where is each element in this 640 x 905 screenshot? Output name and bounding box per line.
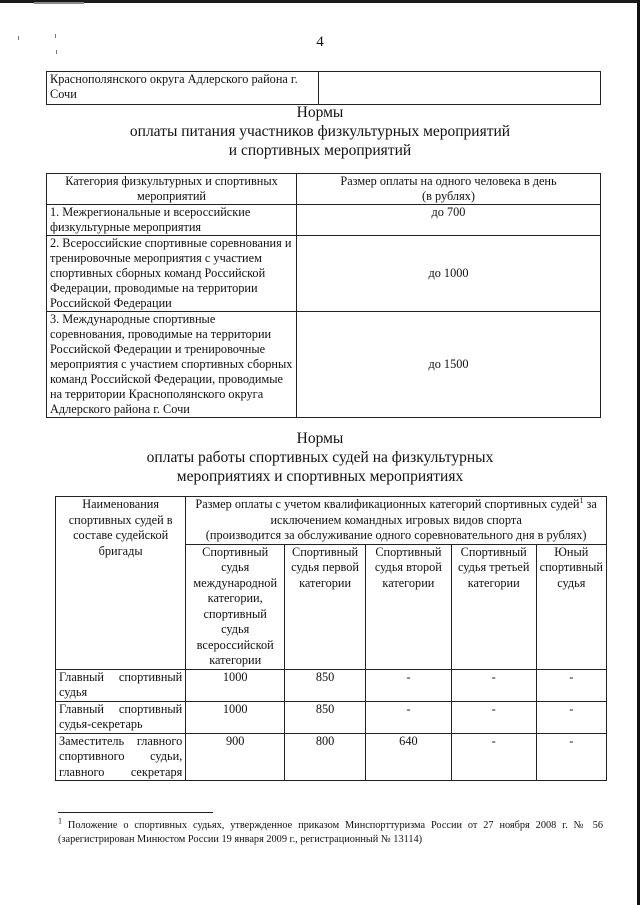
judges-section-subtitle-2: мероприятиях и спортивных мероприятиях [176,468,464,485]
column-header: Спортивный судья международной категории, спортивный судья всероссийской категории [186,544,285,669]
judges-section-title: Нормы [296,430,344,447]
row-judge-name: Главный спортивный судья-секретарь [56,701,186,733]
table-row [56,733,607,781]
continuation-table [46,71,601,105]
footnote [58,816,603,847]
page-number: 4 [316,34,324,50]
continuation-right-cell [319,72,601,105]
column-header: Юный спортивный судья [536,544,606,669]
table-row [47,205,601,236]
row-value: 640 [366,733,452,781]
row-value: - [536,669,606,701]
footnote-mark: 1 [579,495,584,505]
row-value: - [536,701,606,733]
row-judge-name: Заместитель главного спортивного судьи, главного секретаря [56,733,186,781]
footnote-mark: 1 [58,816,62,826]
row-value: - [451,669,536,701]
row-amount: до 1000 [297,236,601,312]
row-value: 850 [285,669,366,701]
table-row [47,236,601,312]
food-section-subtitle-1: оплаты питания участников физкультурных мероприятий [129,123,511,140]
food-section-subtitle-2: и спортивных мероприятий [228,142,412,159]
column-header: Спортивный судья второй категории [366,544,452,669]
row-amount: до 1500 [297,312,601,418]
header-amount: Размер оплаты на одного человека в день (в рублях) [297,174,601,205]
table-header-row [47,174,601,205]
food-norms-table [46,173,601,418]
header-amount-part1: Размер оплаты с учетом квалификационных категорий спортивных судей [195,497,580,511]
scan-top-edge [0,0,640,3]
row-amount: до 700 [297,205,601,236]
row-value: 1000 [186,669,285,701]
table-header-row [56,497,607,545]
table-row [47,312,601,418]
row-value: 850 [285,701,366,733]
food-section-title: Нормы [296,104,344,121]
header-amount-part2: за исключением командных игровых видов спорта [270,497,597,527]
column-header: Спортивный судья третьей категории [451,544,536,669]
row-value: - [366,669,452,701]
row-value: 800 [285,733,366,781]
row-category: 3. Международные спортивные соревнования, проводимые на территории Российской Федерации и тренировочные мероприятия с участием спортивных сборных команд Российской Федерации, проводимые на территории Краснополянского округа Адлерского района г. Сочи [47,312,297,418]
judges-norms-table [55,496,607,781]
row-value: 1000 [186,701,285,733]
column-header: Спортивный судья первой категории [285,544,366,669]
row-category: 2. Всероссийские спортивные соревнования и тренировочные мероприятия с участием спортивных сборных команд Российской Федерации, проводимые на территории Российской Федерации [47,236,297,312]
scan-top-edge-light [34,2,84,4]
row-value: - [366,701,452,733]
header-judge-name: Наименования спортивных судей в составе судейской бригады [56,497,186,670]
header-amount [186,497,607,545]
footnote-divider [58,812,213,813]
header-amount-part3: (производится за обслуживание одного соревновательного дня в рублях) [205,528,587,542]
header-category: Категория физкультурных и спортивных мероприятий [47,174,297,205]
table-row [56,701,607,733]
footnote-text: Положение о спортивных судьях, утвержденное приказом Минспорттуризма России от 27 ноября 2008 г. № 56 (зарегистрирован Минюстом России 19 января 2009 г., регистрационный № 13114) [58,820,603,845]
judges-section-subtitle-1: оплаты работы спортивных судей на физкультурных [146,449,494,466]
row-value: 900 [186,733,285,781]
row-judge-name: Главный спортивный судья [56,669,186,701]
row-value: - [536,733,606,781]
row-category: 1. Межрегиональные и всероссийские физкультурные мероприятия [47,205,297,236]
row-value: - [451,733,536,781]
table-row [56,669,607,701]
continuation-left-cell: Краснополянского округа Адлерского района г. Сочи [47,72,319,105]
row-value: - [451,701,536,733]
